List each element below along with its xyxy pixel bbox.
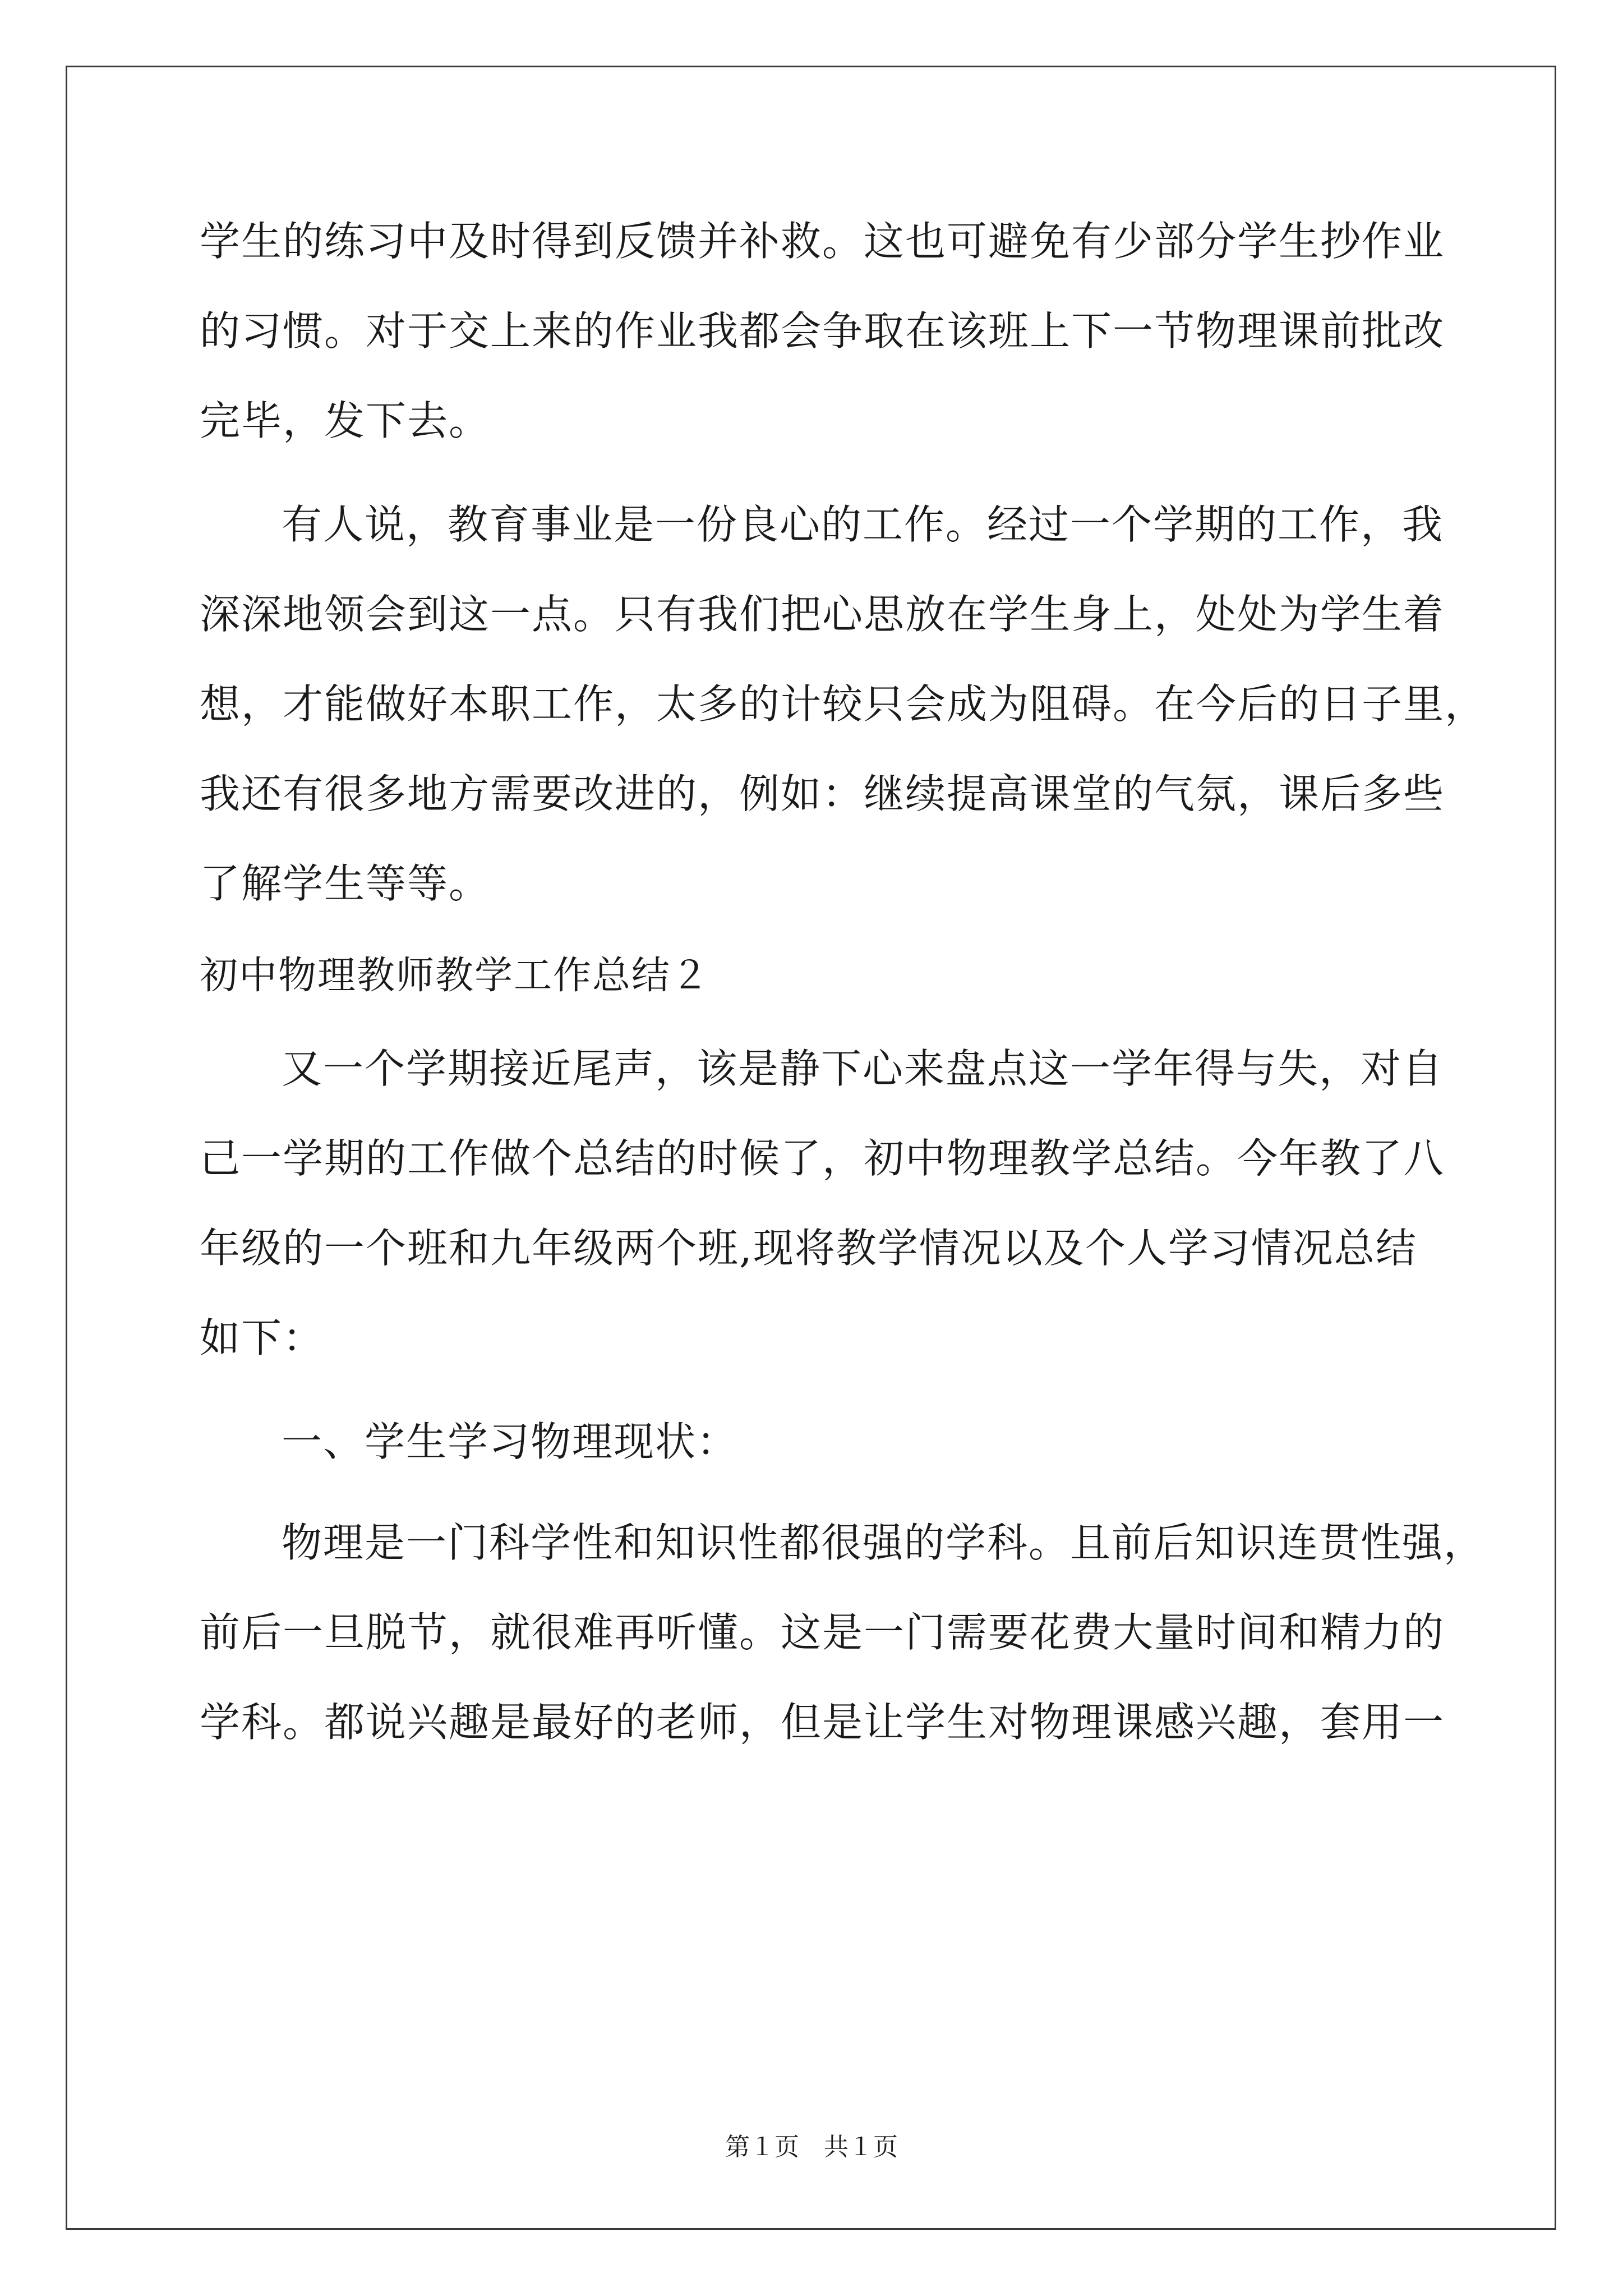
text-line: 如下： — [200, 1314, 325, 1361]
text-line: 前后一旦脱节，就很难再听懂。这是一门需要花费大量时间和精力的 — [200, 1609, 1445, 1656]
text-line: 又一个学期接近尾声，该是静下心来盘点这一学年得与失，对自 — [282, 1045, 1444, 1092]
text-line: 想，才能做好本职工作，太多的计较只会成为阻碍。在今后的日子里， — [200, 680, 1487, 728]
text-line: 完毕，发下去。 — [200, 397, 491, 444]
text-line: 学生的练习中及时得到反馈并补救。这也可避免有少部分学生抄作业 — [200, 218, 1445, 265]
text-line: 的习惯。对于交上来的作业我都会争取在该班上下一节物理课前批改 — [200, 307, 1445, 355]
text-line: 年级的一个班和九年级两个班,现将教学情况以及个人学习情况总结 — [200, 1225, 1417, 1272]
subheading-line: 一、学生学习物理现状： — [282, 1418, 739, 1465]
page-number-footer: 第１页 共１页 — [725, 2133, 898, 2161]
text-line: 了解学生等等。 — [200, 860, 491, 907]
text-line: 我还有很多地方需要改进的，例如：继续提高课堂的气氛，课后多些 — [200, 770, 1445, 817]
section-heading: 初中物理教师教学工作总结２ — [200, 954, 711, 998]
text-line: 深深地领会到这一点。只有我们把心思放在学生身上，处处为学生着 — [200, 591, 1445, 638]
text-line: 己一学期的工作做个总结的时候了，初中物理教学总结。今年教了八 — [200, 1135, 1445, 1182]
text-line: 物理是一门科学性和知识性都很强的学科。且前后知识连贯性强， — [282, 1519, 1486, 1566]
text-line: 学科。都说兴趣是最好的老师，但是让学生对物理课感兴趣，套用一 — [200, 1699, 1445, 1746]
text-line: 有人说，教育事业是一份良心的工作。经过一个学期的工作，我 — [282, 501, 1444, 548]
